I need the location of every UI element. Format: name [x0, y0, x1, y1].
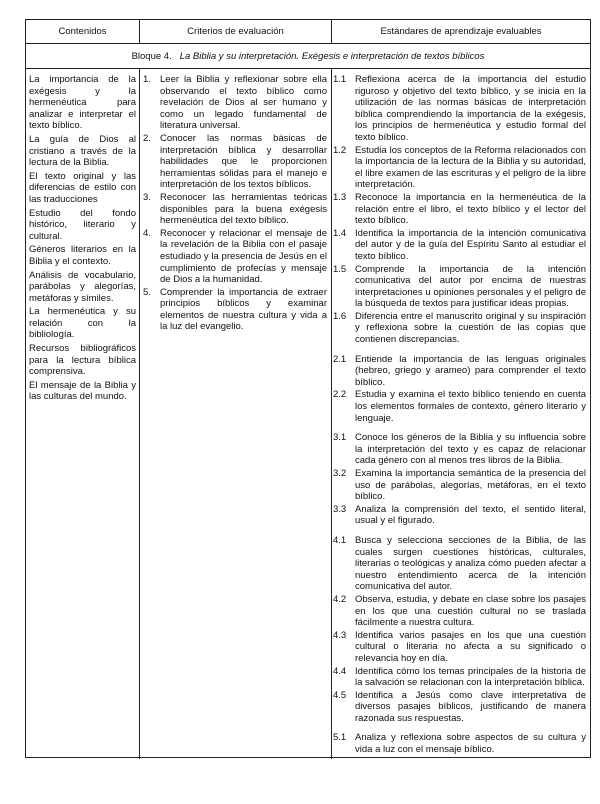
group-spacer	[333, 425, 586, 432]
criterio-number: 1.	[143, 74, 151, 85]
estandar-item	[333, 666, 586, 689]
estandar-number: 1.2	[333, 144, 347, 156]
criterio-number: 2.	[143, 132, 151, 144]
criterio-text: Leer la Biblia y reflexionar sobre ella observando el texto bíblico como revelación de Dios al ser humano y como un legado fundamental de literatura universal.	[160, 74, 327, 132]
estandar-number: 4.1	[333, 534, 347, 546]
table-body	[26, 69, 590, 759]
estandar-number: 4.4	[333, 665, 347, 677]
criterio-item	[143, 74, 327, 132]
estandar-text: Reflexiona acerca de la importancia del estudio riguroso y objetivo del texto bíblico, y se inicia en la utilización de las normas básicas de interpretación bíblica comprendiendo la importancia de la exégesis, los principios de hermenéutica y estudio formal del texto bíblico.	[355, 74, 586, 143]
estandar-item	[333, 630, 586, 665]
estandar-text: Diferencia entre el manuscrito original y su inspiración y reflexiona sobre la cuestión de las copias que contienen discrepancias.	[355, 310, 586, 346]
estandar-number: 3.3	[333, 503, 347, 515]
estandar-text: Observa, estudia, y debate en clase sobre los pasajes en los que una cuestión cultural no se traslada fácilmente a nuestra cultura.	[355, 593, 586, 629]
estandar-text: Identifica a Jesús como clave interpretativa de diversos pasajes bíblicos, justificando de manera razonada sus respuestas.	[355, 689, 586, 724]
criterios-column	[140, 69, 332, 759]
criterio-text: Reconocer y relacionar el mensaje de la revelación de la Biblia con el pasaje estudiado y la presencia de Jesús en el cumplimiento de profecías y mensaje de Dios a la humanidad.	[160, 227, 327, 286]
estandar-text: Analiza y reflexiona sobre aspectos de su cultura y vida a luz con el mensaje bíblico.	[355, 732, 586, 756]
criterio-text: Reconocer las herramientas teóricas disponibles para la buena exégesis hermenéutica del texto bíblico.	[160, 191, 327, 227]
estandar-number: 1.1	[333, 74, 347, 85]
estandar-text: Identifica varios pasajes en los que una cuestión cultural o literaria no afecta a su significado o relevancia hoy en día.	[355, 629, 586, 664]
estandar-item	[333, 732, 586, 755]
estandar-text: Identifica la importancia de la intención comunicativa del autor y de la guía del Espíritu Santo al estudiar el texto bíblico.	[355, 227, 586, 262]
estandares-column	[332, 69, 590, 759]
table-header	[26, 20, 590, 44]
contenido-item: Géneros literarios en la Biblia y el contexto.	[29, 244, 136, 267]
estandar-item	[333, 264, 586, 310]
estandar-text: Estudia los conceptos de la Reforma relacionados con la importancia de la lectura de la Biblia y su autoridad, el libre examen de las escrituras y el peligro de la libre interpretación.	[355, 144, 586, 191]
estandar-number: 3.1	[333, 432, 347, 444]
contenido-item: El mensaje de la Biblia y las culturas del mundo.	[29, 379, 136, 403]
estandar-number: 1.5	[333, 263, 347, 275]
estandar-item	[333, 228, 586, 263]
criterio-number: 4.	[143, 227, 151, 239]
header-estandares: Estándares de aprendizaje evaluables	[380, 26, 542, 37]
criterio-item	[143, 133, 327, 191]
criterio-text: Conocer las normas básicas de interpretación bíblica y desarrollar habilidades que le proporcionen herramientas sólidas para el manejo e interpretación de los textos bíblicos.	[160, 132, 327, 191]
contenido-item: La guía de Dios al cristiano a través de la lectura de la Biblia.	[29, 133, 136, 169]
estandar-item	[333, 432, 586, 467]
contenido-item: La importancia de la exégesis y la hermenéutica para analizar e interpretar el texto bíblico.	[29, 74, 136, 132]
criterio-item	[143, 287, 327, 333]
estandar-number: 1.6	[333, 310, 347, 322]
group-spacer	[333, 725, 586, 732]
estandar-item	[333, 468, 586, 503]
estandar-text: Analiza la comprensión del texto, el sentido literal, usual y el figurado.	[355, 503, 586, 527]
estandar-text: Identifica cómo los temas principales de la historia de la salvación se relacionan con la interpretación bíblica.	[355, 665, 586, 689]
estandar-item	[333, 74, 586, 144]
estandar-number: 4.2	[333, 593, 347, 605]
estandar-item	[333, 192, 586, 227]
estandar-text: Conoce los géneros de la Biblia y su influencia sobre la interpretación del texto y es capaz de relacionar cada género con al menos tres libros de la Biblia.	[355, 432, 586, 467]
header-criterios: Criterios de evaluación	[140, 20, 332, 43]
estandar-item	[333, 311, 586, 346]
contenido-item: La hermenéutica y su relación con la bibliología.	[29, 306, 136, 341]
estandar-text: Busca y selecciona secciones de la Biblia, de las cuales surgen cuestiones históricas, culturales, literarias o teológicas y analiza cómo pueden afectar a nuestro entendimiento acerca de la intención comunicativa del autor.	[355, 534, 586, 593]
estandar-item	[333, 594, 586, 629]
contenido-item: Recursos bibliográficos para la lectura bíblica comprensiva.	[29, 343, 136, 378]
estandar-item	[333, 504, 586, 527]
estandar-item	[333, 145, 586, 191]
group-spacer	[333, 347, 586, 354]
estandar-number: 2.2	[333, 389, 347, 401]
estandar-text: Examina la importancia semántica de la presencia del uso de parábolas, alegorías, metáforas, en el texto bíblico.	[355, 468, 586, 503]
estandar-number: 4.3	[333, 629, 347, 641]
estandar-item	[333, 690, 586, 725]
estandar-number: 1.4	[333, 227, 347, 239]
bloque-title: La Biblia y su interpretación. Exégesis e interpretación de textos bíblicos	[179, 50, 485, 62]
contenidos-column	[26, 69, 140, 759]
estandar-number: 2.1	[333, 353, 347, 365]
estandar-number: 3.2	[333, 468, 347, 479]
estandar-text: Entiende la importancia de las lenguas originales (hebreo, griego y arameo) para comprender el texto bíblico.	[355, 353, 586, 388]
estandar-number: 5.1	[333, 732, 347, 744]
estandar-item	[333, 389, 586, 424]
estandar-text: Reconoce la importancia en la hermenéutica de la relación entre el libro, el texto bíblico y el lector del texto bíblico.	[355, 191, 586, 227]
bloque-label: Bloque 4.	[131, 50, 172, 62]
criterio-item	[143, 192, 327, 227]
bloque-row	[26, 44, 590, 69]
estandar-item	[333, 354, 586, 389]
estandar-number: 1.3	[333, 191, 347, 203]
group-spacer	[333, 528, 586, 535]
estandar-number: 4.5	[333, 689, 347, 701]
contenido-item: Estudio del fondo histórico, literario y cultural.	[29, 207, 136, 242]
evaluation-table	[25, 19, 591, 758]
contenido-item: Análisis de vocabulario, parábolas y alegorías, metáforas y símiles.	[29, 269, 136, 304]
criterio-item	[143, 228, 327, 286]
criterio-number: 3.	[143, 191, 151, 203]
criterio-text: Comprender la importancia de extraer principios bíblicos y examinar elementos de nuestra cultura y vida a la luz del evangelio.	[160, 286, 327, 333]
estandar-text: Estudia y examina el texto bíblico teniendo en cuenta los elementos formales de contexto, género literario y lenguaje.	[355, 389, 586, 424]
contenido-item: El texto original y las diferencias de estilo con las traducciones	[29, 170, 136, 205]
estandar-item	[333, 535, 586, 593]
estandar-text: Comprende la importancia de la intención comunicativa del autor por encima de nuestras interpretaciones u opiniones personales y el peligro de la búsqueda de textos para justificar ideas propias.	[355, 263, 586, 310]
header-contenidos: Contenidos	[26, 20, 140, 43]
criterio-number: 5.	[143, 286, 151, 298]
